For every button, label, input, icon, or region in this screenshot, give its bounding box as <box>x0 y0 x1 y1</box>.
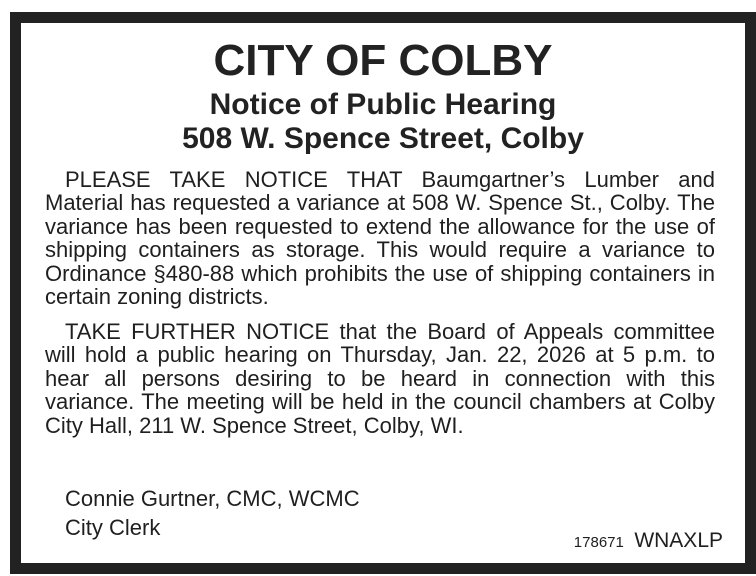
notice-paragraph-hearing-details: TAKE FURTHER NOTICE that the Board of Appeals committee will hold a public hearing on Thursday, Jan. 22, 2026 at 5 p.m. to hear all persons desiring to be heard in connection with this variance. The meeting will be held in the council chambers at Colby City Hall, 211 W. Spence Street, Colby, WI. <box>45 319 715 438</box>
ad-code <box>574 529 723 553</box>
legal-notice-box <box>10 12 756 574</box>
signer-title: City Clerk <box>65 515 161 540</box>
ad-tag: WNAXLP <box>634 529 723 552</box>
notice-paragraph-variance-request: PLEASE TAKE NOTICE THAT Baumgartner’s Lumber and Material has requested a variance at 508 W. Spence St., Colby. The variance has been requested to extend the allowance for the use of shipping containers as storage. This would require a variance to Ordinance §480-88 which prohibits the use of shipping containers in certain zoning districts. <box>45 167 715 310</box>
notice-heading: Notice of Public Hearing <box>209 88 557 121</box>
ad-number: 178671 <box>573 534 624 551</box>
notice-address-heading: 508 W. Spence Street, Colby <box>182 122 584 155</box>
signer-name: Connie Gurtner, CMC, WCMC <box>65 486 360 511</box>
notice-city-title: CITY OF COLBY <box>213 36 553 85</box>
